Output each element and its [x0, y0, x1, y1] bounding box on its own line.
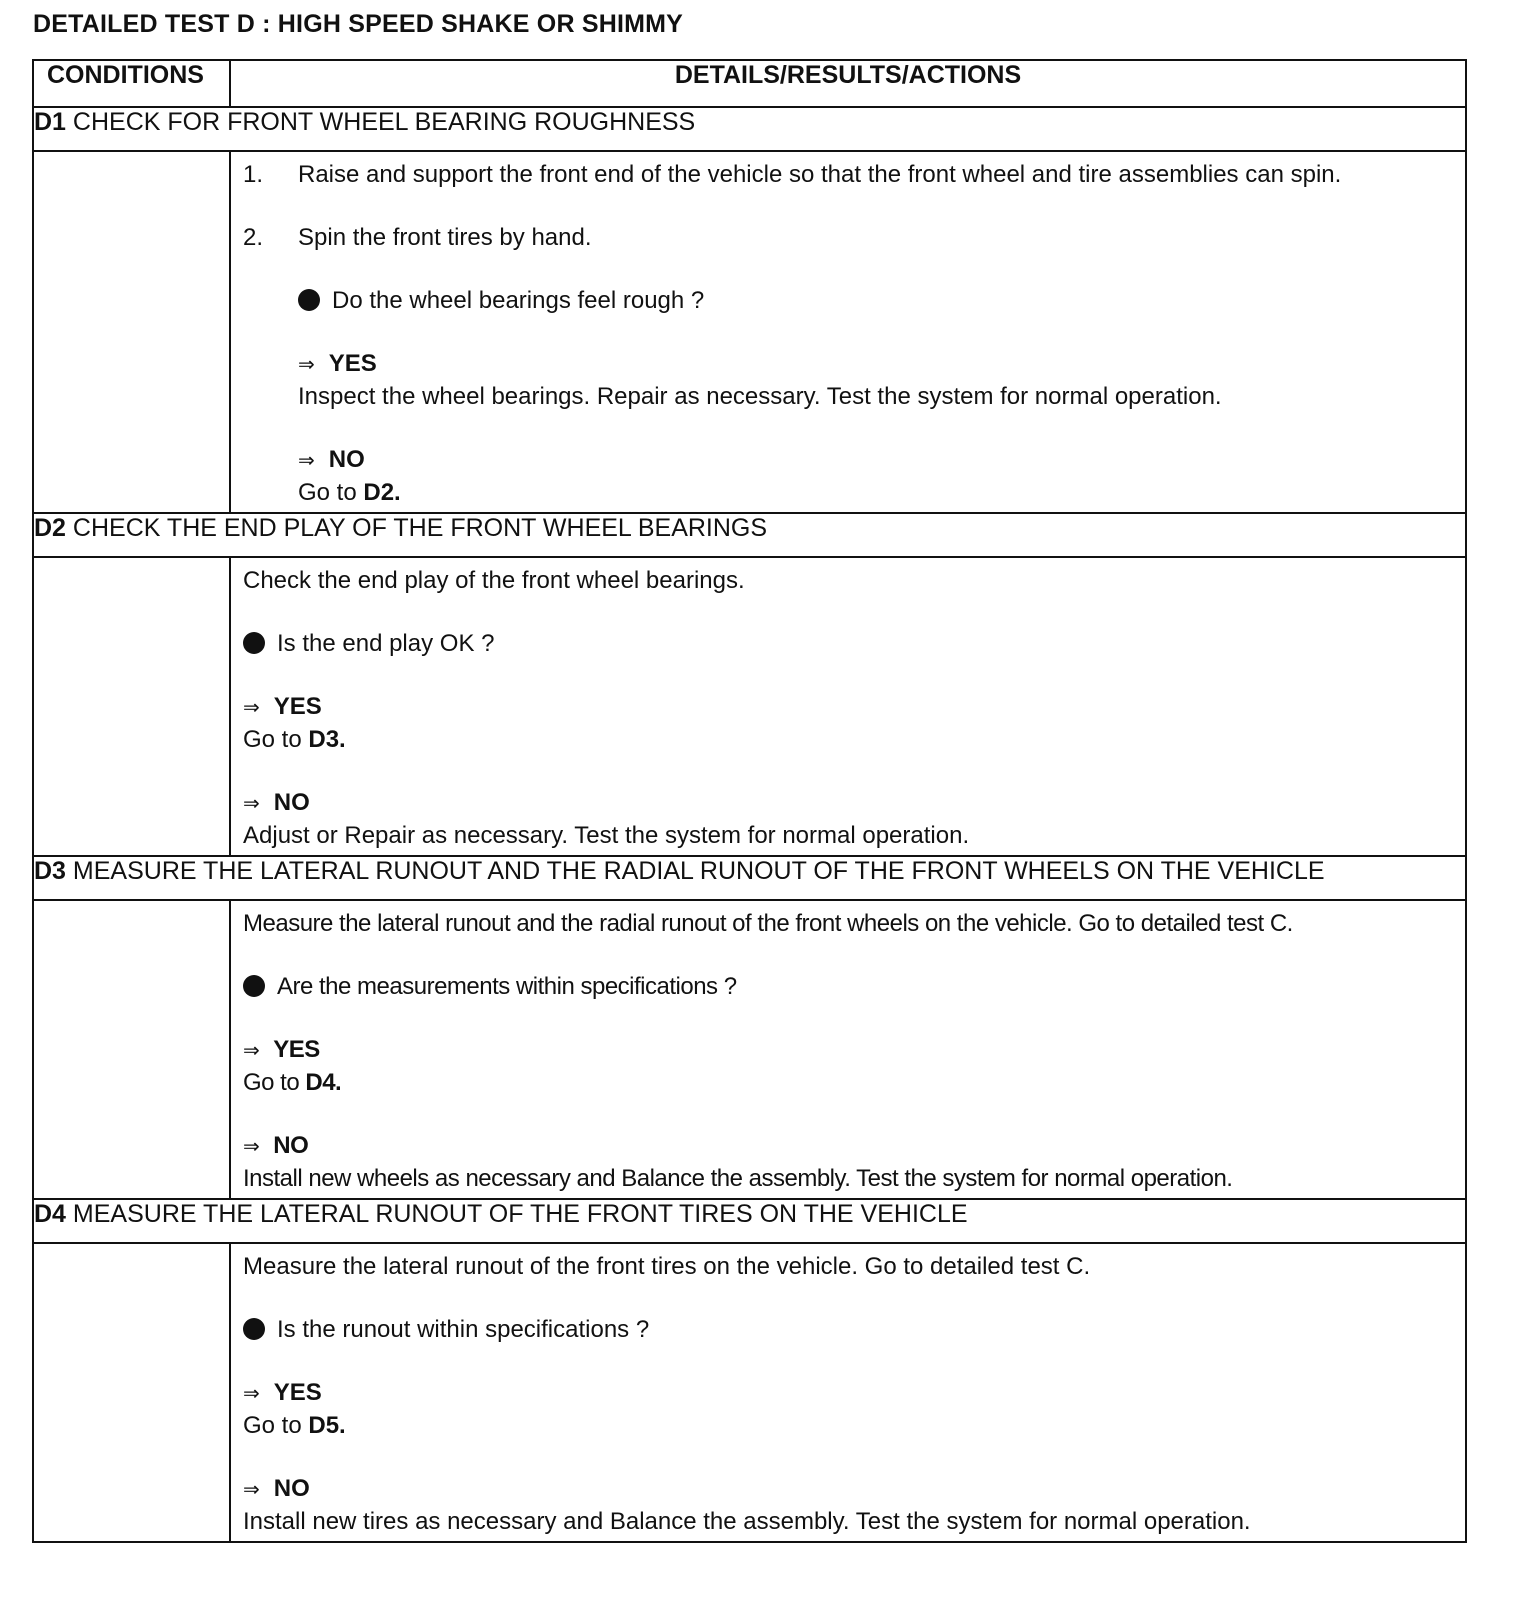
step-text: Spin the front tires by hand.: [298, 224, 592, 251]
section-heading: [33, 1199, 1466, 1243]
section-body-row: [33, 1243, 1466, 1542]
question-text: Is the runout within specifications ?: [277, 1316, 650, 1343]
conditions-header: CONDITIONS: [33, 60, 230, 107]
yes-action-text: Go to: [243, 1069, 300, 1096]
yes-action-ref: D5.: [308, 1412, 346, 1439]
yes-text-label: YES: [273, 1379, 322, 1406]
question: [243, 971, 1457, 1002]
no-text-label: NO: [273, 1475, 310, 1502]
no-action: Adjust or Repair as necessary. Test the system for normal operation.: [243, 822, 970, 849]
test-table: [32, 59, 1467, 1543]
yes-action-ref: D4.: [305, 1069, 342, 1096]
section-title: CHECK FOR FRONT WHEEL BEARING ROUGHNESS: [72, 108, 696, 136]
question: [243, 285, 1457, 316]
arrow-icon: ⇒: [243, 697, 260, 719]
yes-action: Inspect the wheel bearings. Repair as necessary. Test the system for normal operation.: [298, 383, 1222, 410]
section-body-row: [33, 557, 1466, 856]
arrow-icon: ⇒: [298, 450, 315, 472]
step-item: [243, 159, 1457, 190]
details-cell: [230, 151, 1466, 513]
details-cell: [230, 557, 1466, 856]
section-body-row: [33, 900, 1466, 1199]
section-code: D1: [34, 108, 66, 136]
no-action-text: Go to: [298, 479, 357, 506]
section-title: MEASURE THE LATERAL RUNOUT OF THE FRONT TIRES ON THE VEHICLE: [72, 1200, 968, 1228]
question: [243, 1314, 1457, 1345]
arrow-icon: ⇒: [243, 1383, 260, 1405]
yes-text-label: YES: [328, 350, 377, 377]
no-label: [243, 1473, 1457, 1506]
arrow-icon: ⇒: [298, 354, 315, 376]
section-heading-row: [33, 856, 1466, 900]
details-cell: [230, 1243, 1466, 1542]
arrow-icon: ⇒: [243, 1136, 260, 1158]
page-title: DETAILED TEST D : HIGH SPEED SHAKE OR SHIMMY: [33, 10, 684, 38]
section-code: D3: [34, 857, 66, 885]
no-label: [243, 444, 1457, 477]
yes-label: [243, 691, 1457, 724]
section-heading-row: [33, 107, 1466, 151]
section-code: D4: [34, 1200, 66, 1228]
intro-text: Measure the lateral runout and the radial runout of the front wheels on the vehicle. Go to detailed test C.: [243, 910, 1293, 937]
step-item: [243, 222, 1457, 253]
question-text: Do the wheel bearings feel rough ?: [332, 287, 705, 314]
yes-action-text: Go to: [243, 1412, 302, 1439]
no-action: [243, 477, 1457, 508]
section-title: MEASURE THE LATERAL RUNOUT AND THE RADIAL RUNOUT OF THE FRONT WHEELS ON THE VEHICLE: [72, 857, 1325, 885]
no-action-ref: D2.: [363, 479, 401, 506]
conditions-cell: [33, 900, 230, 1199]
no-label: [243, 787, 1457, 820]
conditions-cell: [33, 557, 230, 856]
yes-action-ref: D3.: [308, 726, 346, 753]
conditions-cell: [33, 151, 230, 513]
question-text: Are the measurements within specifications ?: [277, 973, 737, 1000]
yes-action: [243, 724, 1457, 755]
section-title: CHECK THE END PLAY OF THE FRONT WHEEL BEARINGS: [72, 514, 768, 542]
yes-text-label: YES: [273, 693, 322, 720]
section-heading: [33, 107, 1466, 151]
section-heading: [33, 856, 1466, 900]
step-number: 2.: [243, 224, 264, 251]
no-action: Install new wheels as necessary and Balance the assembly. Test the system for normal operation.: [243, 1165, 1233, 1192]
no-action: Install new tires as necessary and Balance the assembly. Test the system for normal operation.: [243, 1508, 1251, 1535]
bullet-icon: [243, 1318, 265, 1340]
yes-action: [243, 1067, 1457, 1098]
yes-action-text: Go to: [243, 726, 302, 753]
arrow-icon: ⇒: [243, 1479, 260, 1501]
details-cell: [230, 900, 1466, 1199]
table-header-row: [33, 60, 1466, 107]
intro-text: Measure the lateral runout of the front tires on the vehicle. Go to detailed test C.: [243, 1253, 1091, 1280]
conditions-cell: [33, 1243, 230, 1542]
arrow-icon: ⇒: [243, 1040, 260, 1062]
no-text-label: NO: [273, 789, 310, 816]
yes-label: [243, 1377, 1457, 1410]
bullet-icon: [298, 289, 320, 311]
arrow-icon: ⇒: [243, 793, 260, 815]
section-heading: [33, 513, 1466, 557]
bullet-icon: [243, 632, 265, 654]
bullet-icon: [243, 975, 265, 997]
yes-action: [243, 1410, 1457, 1441]
no-label: [243, 1130, 1457, 1163]
yes-text-label: YES: [273, 1036, 320, 1063]
step-text: Raise and support the front end of the vehicle so that the front wheel and tire assemblies can spin.: [298, 161, 1342, 188]
yes-label: [243, 1034, 1457, 1067]
details-header: DETAILS/RESULTS/ACTIONS: [230, 60, 1466, 107]
question: [243, 628, 1457, 659]
yes-label: [243, 348, 1457, 381]
section-body-row: [33, 151, 1466, 513]
no-text-label: NO: [328, 446, 365, 473]
section-code: D2: [34, 514, 66, 542]
step-number: 1.: [243, 161, 264, 188]
section-heading-row: [33, 1199, 1466, 1243]
section-heading-row: [33, 513, 1466, 557]
question-text: Is the end play OK ?: [277, 630, 495, 657]
intro-text: Check the end play of the front wheel bearings.: [243, 567, 745, 594]
no-text-label: NO: [273, 1132, 309, 1159]
